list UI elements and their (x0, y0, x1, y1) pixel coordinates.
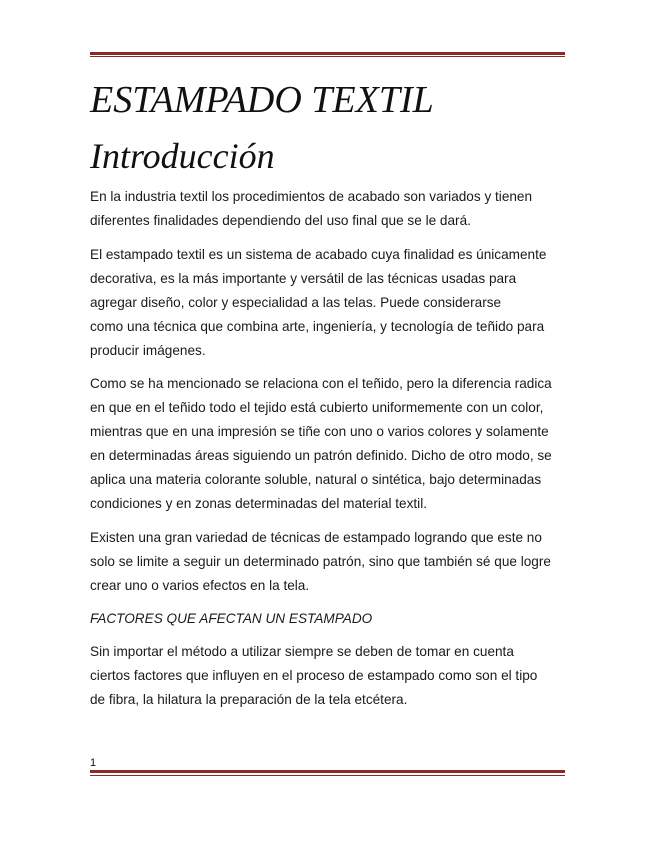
paragraph (90, 526, 570, 598)
text-line: El estampado textil es un sistema de acabado cuya finalidad es únicamente (90, 246, 547, 262)
text-line: aplica una materia colorante soluble, natural o sintética, bajo determinadas (90, 472, 542, 487)
section-title-introduccion: Introducción (90, 136, 275, 176)
text-line: Sin importar el método a utilizar siempre se deben de tomar en cuenta (90, 644, 514, 659)
footer-rule (90, 770, 565, 776)
header-rule (90, 52, 565, 57)
paragraph (90, 243, 570, 363)
text-line: en que en el teñido todo el tejido está cubierto uniformemente con un color, (90, 400, 544, 415)
text-line: decorativa, es la más importante y versátil de las técnicas usadas para (90, 270, 517, 286)
document-title: ESTAMPADO TEXTIL (90, 79, 434, 121)
text-line: Como se ha mencionado se relaciona con el teñido, pero la diferencia radica (90, 376, 552, 391)
page-number: 1 (90, 757, 97, 769)
text-line: de fibra, la hilatura la preparación de la tela etcétera. (90, 692, 408, 707)
text-line: Existen una gran variedad de técnicas de estampado logrando que este no (90, 529, 542, 545)
text-line: solo se limite a seguir un determinado patrón, sino que también sé que logre (90, 553, 551, 569)
text-line: diferentes finalidades dependiendo del uso final que se le dará. (90, 213, 471, 228)
paragraph (90, 640, 570, 712)
text-line: agregar diseño, color y especialidad a las telas. Puede considerarse (90, 294, 502, 310)
text-line: crear uno o varios efectos en la tela. (90, 577, 310, 593)
text-line: en determinadas áreas siguiendo un patrón definido. Dicho de otro modo, se (90, 448, 552, 463)
section-heading-factores: FACTORES QUE AFECTAN UN ESTAMPADO (90, 611, 373, 626)
document-body (90, 185, 570, 722)
text-line: ciertos factores que influyen en el proceso de estampado como son el tipo (90, 668, 538, 683)
paragraph (90, 185, 570, 233)
text-line: condiciones y en zonas determinadas del material textil. (90, 496, 428, 511)
text-line: En la industria textil los procedimientos de acabado son variados y tienen (90, 189, 533, 204)
paragraph (90, 372, 570, 516)
text-line: mientras que en una impresión se tiñe con uno o varios colores y solamente (90, 424, 549, 439)
text-line: producir imágenes. (90, 342, 206, 358)
text-line: como una técnica que combina arte, ingeniería, y tecnología de teñido para (90, 318, 545, 334)
